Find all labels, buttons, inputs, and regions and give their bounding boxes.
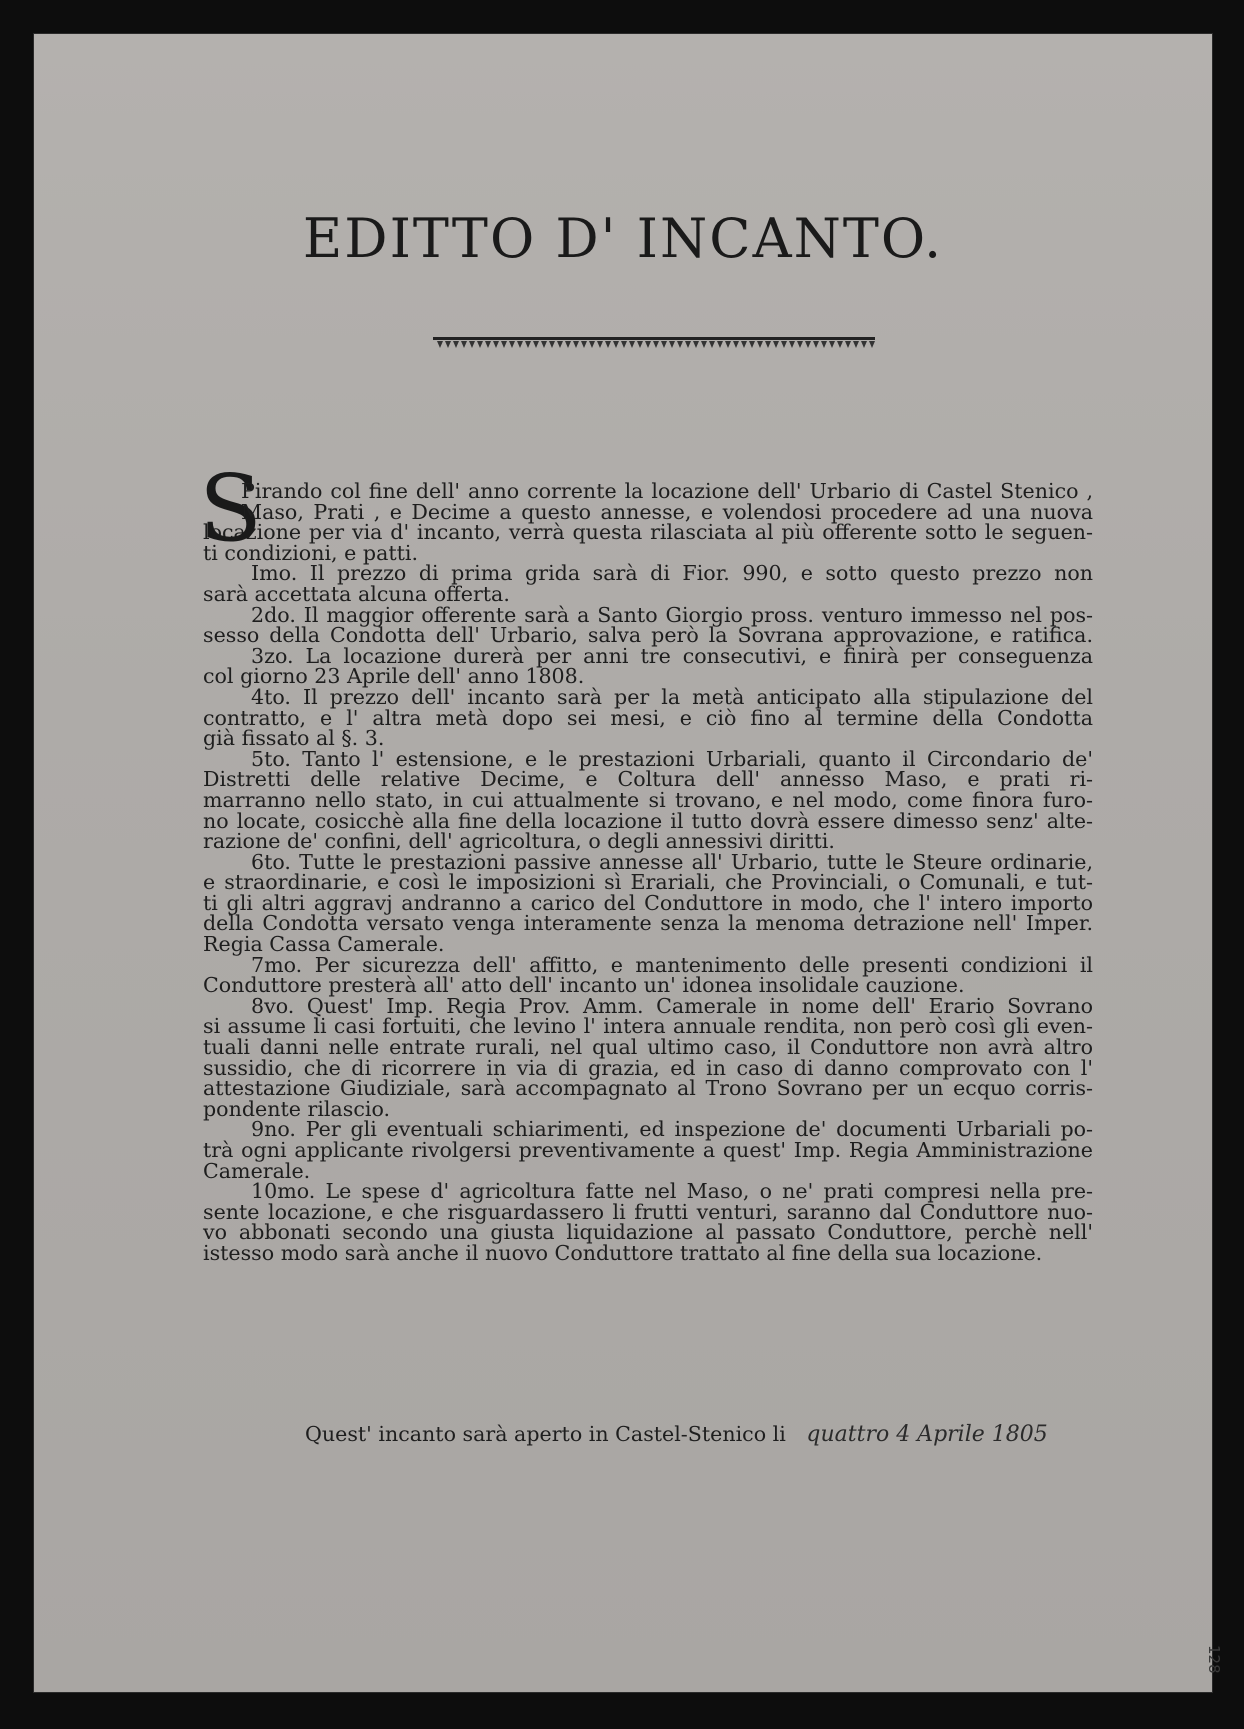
text-line: pondente rilascio. (203, 1096, 391, 1121)
text-line: sussidio, che di ricorrere in via di grazia, ed in caso di danno comprovato con l' (203, 1055, 1093, 1080)
text-line: attestazione Giudiziale, sarà accompagnato al Trono Sovrano per un ecquo corris- (203, 1076, 1093, 1101)
document-sheet (33, 33, 1223, 1693)
text-line: locazione per via d' incanto, verrà questa rilasciata al più offerente sotto le seguen- (203, 520, 1093, 545)
text-line: razione de' confini, dell' agricoltura, o degli annessivi diritti. (203, 829, 835, 854)
drop-cap: S (199, 455, 263, 562)
text-line: Camerale. (203, 1158, 311, 1183)
text-line: 3zo. La locazione durerà per anni tre consecutivi, e finirà per conseguenza (251, 643, 1093, 668)
text-line: 5to. Tanto l' estensione, e le prestazioni Urbariali, quanto il Circondario de' (251, 746, 1093, 771)
text-line: no locate, cosicchè alla fine della locazione il tutto dovrà essere dimesso senz' alte- (203, 808, 1093, 833)
text-line: marranno nello stato, in cui attualmente si trovano, e nel modo, come finora furo- (203, 787, 1093, 812)
text-line: tuali danni nelle entrate rurali, nel qual ultimo caso, il Conduttore non avrà altro (203, 1035, 1093, 1060)
text-line: 2do. Il maggior offerente sarà a Santo Giorgio pross. venturo immesso nel pos- (251, 602, 1093, 627)
archive-number: 128 (1205, 1645, 1223, 1674)
edict-body (199, 455, 1093, 1265)
text-line: della Condotta versato venga interamente senza la menoma detrazione nell' Imper. (203, 911, 1093, 936)
text-line: Imo. Il prezzo di prima grida sarà di Fior. 990, e sotto questo prezzo non (251, 561, 1093, 586)
text-line: Regia Cassa Camerale. (203, 932, 445, 957)
text-line: 7mo. Per sicurezza dell' affitto, e mantenimento delle presenti condizioni il (251, 952, 1093, 977)
document-title: EDITTO D' INCANTO. (302, 207, 944, 270)
decorative-rule (433, 336, 875, 350)
text-line: 10mo. Le spese d' agricoltura fatte nel Maso, o ne' prati compresi nella pre- (251, 1179, 1093, 1204)
text-line: 4to. Il prezzo dell' incanto sarà per la metà anticipato alla stipulazione del (251, 684, 1093, 709)
text-line: 8vo. Quest' Imp. Regia Prov. Amm. Camerale in nome dell' Erario Sovrano (251, 993, 1093, 1018)
text-line: Distretti delle relative Decime, e Coltura dell' annesso Maso, e prati ri- (203, 767, 1093, 792)
closing-line (305, 1422, 1048, 1447)
text-line: e straordinarie, e così le imposizioni sì Erariali, che Provinciali, o Comunali, e tut- (203, 870, 1093, 895)
edict-text (203, 481, 1093, 1264)
text-line: sarà accettata alcuna offerta. (203, 581, 510, 606)
text-line: si assume li casi fortuiti, che levino l' intera annuale rendita, non però così gli even- (203, 1014, 1093, 1039)
handwritten-date: quattro 4 Aprile 1805 (806, 1422, 1048, 1447)
text-line: trà ogni applicante rivolgersi preventivamente a quest' Imp. Regia Amministrazione (203, 1138, 1093, 1162)
text-line: ti condizioni, e patti. (203, 540, 419, 565)
text-line: istesso modo sarà anche il nuovo Conduttore trattato al fine della sua locazione. (203, 1240, 1043, 1265)
text-line: Maso, Prati , e Decime a questo annesse, e volendosi procedere ad una nuova (241, 499, 1093, 524)
text-line: Pirando col fine dell' anno corrente la locazione dell' Urbario di Castel Stenico , (241, 479, 1093, 503)
text-line: già fissato al §. 3. (203, 726, 385, 751)
text-line: Conduttore presterà all' atto dell' incanto un' idonea insolidale cauzione. (203, 973, 965, 998)
text-line: col giorno 23 Aprile dell' anno 1808. (203, 664, 585, 689)
text-line: 6to. Tutte le prestazioni passive annesse all' Urbario, tutte le Steure ordinarie, (251, 849, 1093, 874)
text-line: ti gli altri aggravj andranno a carico del Conduttore in modo, che l' intero importo (203, 890, 1093, 915)
text-line: sesso della Condotta dell' Urbario, salva però la Sovrana approvazione, e ratifica. (203, 623, 1093, 648)
text-line: 9no. Per gli eventuali schiarimenti, ed inspezione de' documenti Urbariali po- (251, 1117, 1093, 1142)
text-line: vo abbonati secondo una giusta liquidazione al passato Conduttore, perchè nell' (203, 1220, 1093, 1245)
text-line: contratto, e l' altra metà dopo sei mesi, e ciò fino al termine della Condotta (203, 705, 1093, 730)
text-line: sente locazione, e che risguardassero li frutti venturi, saranno dal Conduttore nuo- (203, 1199, 1093, 1224)
closing-text: Quest' incanto sarà aperto in Castel-Stenico li (305, 1422, 786, 1446)
